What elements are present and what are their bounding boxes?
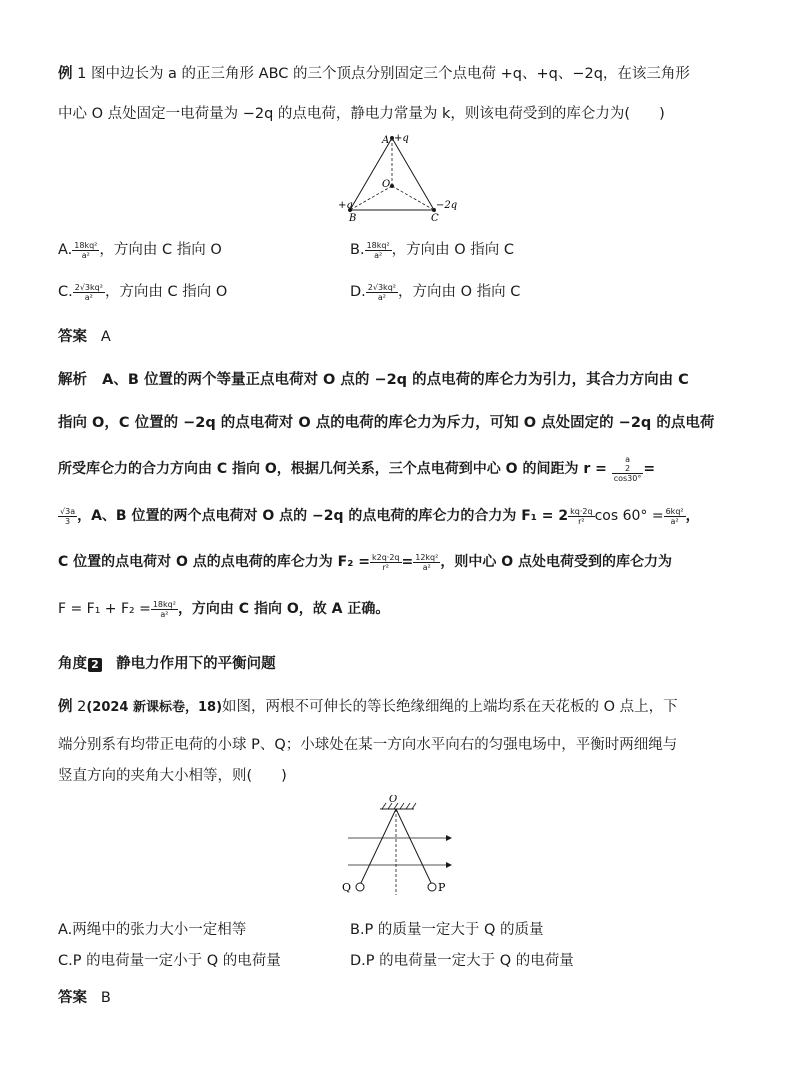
example1-line1 (58, 62, 690, 83)
example1-option-a (58, 238, 222, 260)
analysis-text: 所受库仑力的合力方向由 C 指向 O，根据几何关系，三个点电荷到中心 O 的间距为 r = (58, 461, 607, 477)
label-o: O (389, 795, 398, 805)
analysis-text: F = F₁ + F₂ = (58, 601, 151, 617)
option-letter: B. (350, 242, 365, 258)
label-o: O (382, 179, 391, 190)
label-b: B (349, 213, 357, 224)
label-q: Q (342, 881, 352, 894)
example2-label: 例 (58, 699, 73, 715)
example2-option-d: D.P 的电荷量一定大于 Q 的电荷量 (350, 953, 574, 969)
analysis-line2: 指向 O，C 位置的 −2q 的点电荷对 O 点的电荷的库仑力为斥力，可知 O 点处固定的 −2q 的点电荷 (58, 415, 715, 431)
charge-a: +q (394, 133, 409, 144)
analysis-text: C 位置的点电荷对 O 点的点电荷的库仑力为 F₂ = (58, 554, 370, 570)
analysis-text: cos 60° = (594, 508, 664, 524)
analysis-line5 (58, 551, 672, 572)
label-a: A (382, 135, 390, 146)
f-fraction: $\frac{\text{18kq²}}{\text{a²}}$ (152, 599, 176, 619)
option-text: ，方向由 C 指向 O (99, 242, 222, 258)
example2-option-a: A.两绳中的张力大小一定相等 (58, 922, 247, 938)
f2-fraction: $\frac{k2q\cdot 2q}{\text{r²}}$ (371, 552, 400, 572)
answer-value: B (100, 990, 111, 1006)
f1-result-fraction: $\frac{\text{6kq²}}{\text{a²}}$ (665, 506, 684, 526)
sqrt-fraction: $\frac{√3a}{3}$ (60, 506, 76, 526)
section-prefix: 角度 (58, 656, 87, 672)
example1-question-line2: 中心 O 点处固定一电荷量为 −2q 的点电荷，静电力常量为 k，则该电荷受到的库仑力为( ) (58, 106, 665, 122)
triangle-figure (330, 128, 470, 224)
example2-question-line3: 竖直方向的夹角大小相等，则( ) (58, 768, 287, 784)
option-fraction: $\frac{\text{18kq²}}{\text{a²}}$ (74, 240, 98, 260)
option-fraction: $\frac{\text{18kq²}}{\text{a²}}$ (366, 240, 390, 260)
option-letter: A. (58, 242, 73, 258)
analysis-line3 (58, 455, 655, 483)
analysis-text: ，A、B 位置的两个点电荷对 O 点的 −2q 的点电荷的库仑力的合力为 F₁ = 2 (77, 508, 569, 524)
answer-label: 答案 (58, 329, 87, 345)
option-fraction: $\frac{\text{2√3kq²}}{\text{a²}}$ (367, 282, 396, 302)
analysis-line6 (58, 598, 389, 619)
analysis-text: ，则中心 O 点处电荷受到的库仑力为 (440, 554, 672, 570)
example1-option-c (58, 280, 227, 302)
option-text: ，方向由 C 指向 O (104, 284, 228, 300)
f1-fraction: $\frac{kq\cdot 2q}{\text{r²}}$ (570, 506, 593, 526)
example2-question-line2: 端分别系有均带正电荷的小球 P、Q；小球处在某一方向水平向右的匀强电场中，平衡时两细绳与 (58, 737, 678, 753)
example2-line1 (58, 695, 678, 716)
option-text: ，方向由 O 指向 C (397, 284, 521, 300)
f2-result-fraction: $\frac{\text{12kq²}}{\text{a²}}$ (415, 552, 439, 572)
option-letter: C. (58, 284, 73, 300)
analysis-line4 (58, 505, 700, 526)
section-number-badge: 2 (88, 658, 102, 672)
label-p: P (438, 881, 446, 894)
answer-value: A (100, 329, 111, 345)
example2-number: 2 (77, 699, 87, 715)
example1-label: 例 (58, 66, 73, 82)
example1-option-d (350, 280, 520, 302)
example1-question-line1: 图中边长为 a 的正三角形 ABC 的三个顶点分别固定三个点电荷 +q、+q、−2q，在该三角形 (90, 66, 690, 82)
option-letter: D. (350, 284, 366, 300)
example2-option-b: B.P 的质量一定大于 Q 的质量 (350, 922, 544, 938)
analysis-label: 解析 (58, 372, 87, 388)
analysis-line1 (58, 368, 689, 389)
example2-option-c: C.P 的电荷量一定小于 Q 的电荷量 (58, 953, 281, 969)
option-text: ，方向由 O 指向 C (391, 242, 515, 258)
pendulum-figure (338, 795, 458, 900)
charge-b: +q (338, 200, 353, 211)
example2-answer (58, 986, 111, 1007)
charge-c: −2q (436, 200, 458, 211)
analysis-text: A、B 位置的两个等量正点电荷对 O 点的 −2q 的点电荷的库仑力为引力，其合力方向由 C (102, 372, 689, 388)
section-heading (58, 652, 276, 673)
section-title: 静电力作用下的平衡问题 (116, 656, 276, 672)
analysis-text: ，方向由 C 指向 O，故 A 正确。 (177, 601, 390, 617)
example2-question-line1: 如图，两根不可伸长的等长绝缘细绳的上端均系在天花板的 O 点上，下 (222, 699, 678, 715)
equals-sign: = (401, 554, 414, 570)
comma: ， (685, 508, 700, 524)
option-fraction: $\frac{\text{2√3kq²}}{\text{a²}}$ (74, 282, 103, 302)
example2-source: (2024 新课标卷，18) (86, 700, 223, 715)
example1-number: 1 (77, 66, 87, 82)
example1-answer (58, 325, 111, 346)
label-c: C (431, 213, 439, 224)
answer-label: 答案 (58, 990, 87, 1006)
equals-sign: = (643, 461, 656, 477)
example1-option-b (350, 238, 514, 260)
r-fraction: a 2 cos30° (613, 455, 642, 483)
